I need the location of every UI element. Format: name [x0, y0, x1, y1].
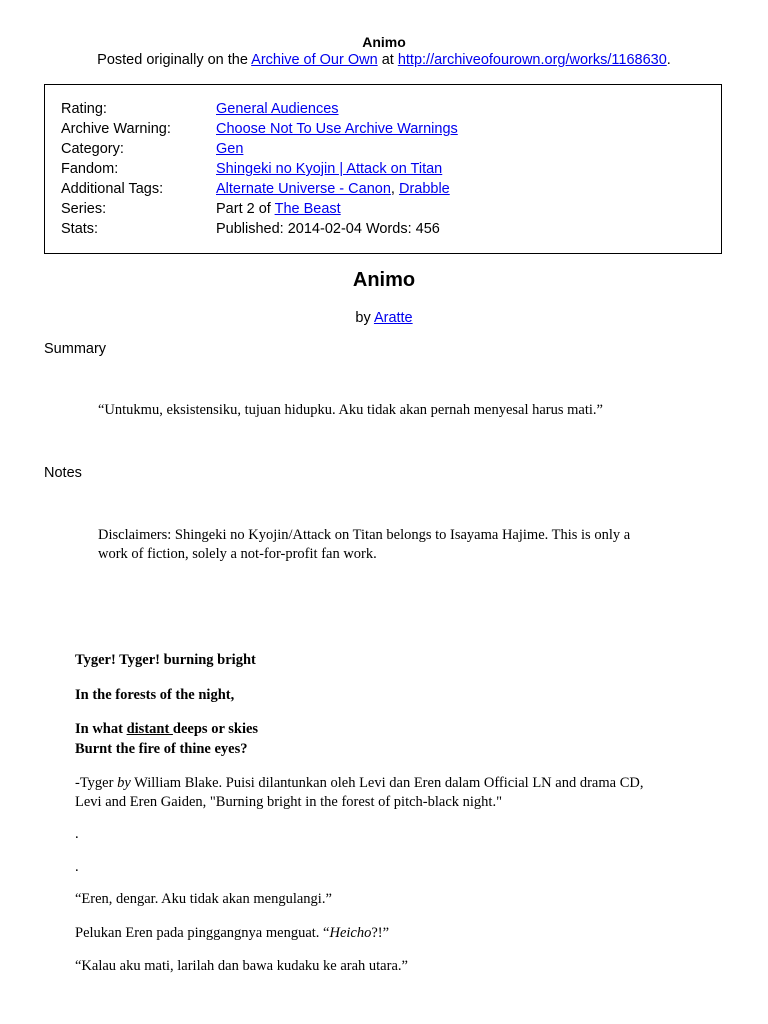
- poem-line-3-underlined: distant: [126, 721, 173, 737]
- warning-link[interactable]: Choose Not To Use Archive Warnings: [216, 121, 458, 137]
- poem-line-3: [75, 720, 715, 739]
- category-label: Category:: [61, 141, 124, 157]
- rating-link[interactable]: General Audiences: [216, 101, 339, 117]
- tags-value: [216, 179, 450, 199]
- work-metadata-box: [44, 84, 722, 254]
- archive-site-link[interactable]: Archive of Our Own: [251, 52, 378, 68]
- tag-link-alternate-universe[interactable]: Alternate Universe - Canon: [216, 181, 391, 197]
- summary-text: “Untukmu, eksistensiku, tujuan hidupku. Aku tidak akan pernah menyesal harus mati.”: [98, 402, 603, 418]
- credit-pre: -Tyger: [75, 775, 118, 791]
- poem-line-3-post: deeps or skies: [172, 721, 259, 737]
- work-url-link[interactable]: http://archiveofourown.org/works/1168630: [397, 52, 667, 68]
- tag-link-drabble[interactable]: Drabble: [398, 181, 450, 197]
- warning-label: Archive Warning:: [61, 121, 171, 137]
- story-paragraph-1: “Eren, dengar. Aku tidak akan mengulangi.”: [75, 891, 332, 907]
- author-link[interactable]: Aratte: [373, 310, 413, 326]
- tag-separator: ,: [390, 181, 395, 197]
- poem-credit-line-2: Levi and Eren Gaiden, "Burning bright in the forest of pitch-black night.": [75, 794, 502, 810]
- by-word: by: [355, 310, 371, 326]
- story-paragraph-3: “Kalau aku mati, larilah dan bawa kudaku ke arah utara.”: [75, 958, 408, 974]
- series-value: [216, 199, 341, 219]
- work-title: Animo: [352, 269, 416, 291]
- para2-pre: Pelukan Eren pada pinggangnya menguat. “: [75, 925, 330, 941]
- poem-credit-line-1: [75, 774, 715, 793]
- notes-text: [98, 526, 688, 564]
- poem-line-3-pre: In what: [75, 721, 127, 737]
- stats-label: Stats:: [61, 221, 99, 237]
- series-label: Series:: [61, 201, 107, 217]
- poem-line-2: In the forests of the night,: [75, 687, 235, 703]
- series-prefix: Part 2 of: [216, 201, 271, 217]
- credit-post: William Blake. Puisi dilantunkan oleh Levi dan Eren dalam Official LN and drama CD,: [130, 775, 644, 791]
- tags-label: Additional Tags:: [61, 181, 164, 197]
- stats-value: Published: 2014-02-04 Words: 456: [216, 221, 440, 237]
- category-link[interactable]: Gen: [216, 141, 244, 157]
- at-word: at: [381, 52, 394, 68]
- poem-line-1: Tyger! Tyger! burning bright: [75, 652, 256, 668]
- byline: [0, 310, 768, 326]
- para2-emphasis: Heicho: [329, 925, 372, 941]
- notes-line-1: Disclaimers: Shingeki no Kyojin/Attack on Titan belongs to Isayama Hajime. This is only a: [98, 527, 631, 543]
- series-link[interactable]: The Beast: [274, 201, 341, 217]
- scene-dot-2: .: [75, 859, 79, 875]
- posted-originally-line: [0, 52, 768, 68]
- para2-post: ?!”: [371, 925, 390, 941]
- rating-label: Rating:: [61, 101, 107, 117]
- posted-prefix: Posted originally on the: [97, 52, 248, 68]
- fandom-link[interactable]: Shingeki no Kyojin | Attack on Titan: [216, 161, 443, 177]
- fandom-label: Fandom:: [61, 161, 119, 177]
- story-paragraph-2: [75, 924, 715, 943]
- summary-heading: Summary: [44, 341, 107, 357]
- period: .: [666, 52, 671, 68]
- notes-heading: Notes: [44, 465, 82, 481]
- document-header-title: Animo: [362, 34, 406, 50]
- scene-dot-1: .: [75, 826, 79, 842]
- poem-line-4: Burnt the fire of thine eyes?: [75, 741, 248, 757]
- credit-by: by: [117, 775, 131, 791]
- notes-line-2: work of fiction, solely a not-for-profit fan work.: [98, 546, 377, 562]
